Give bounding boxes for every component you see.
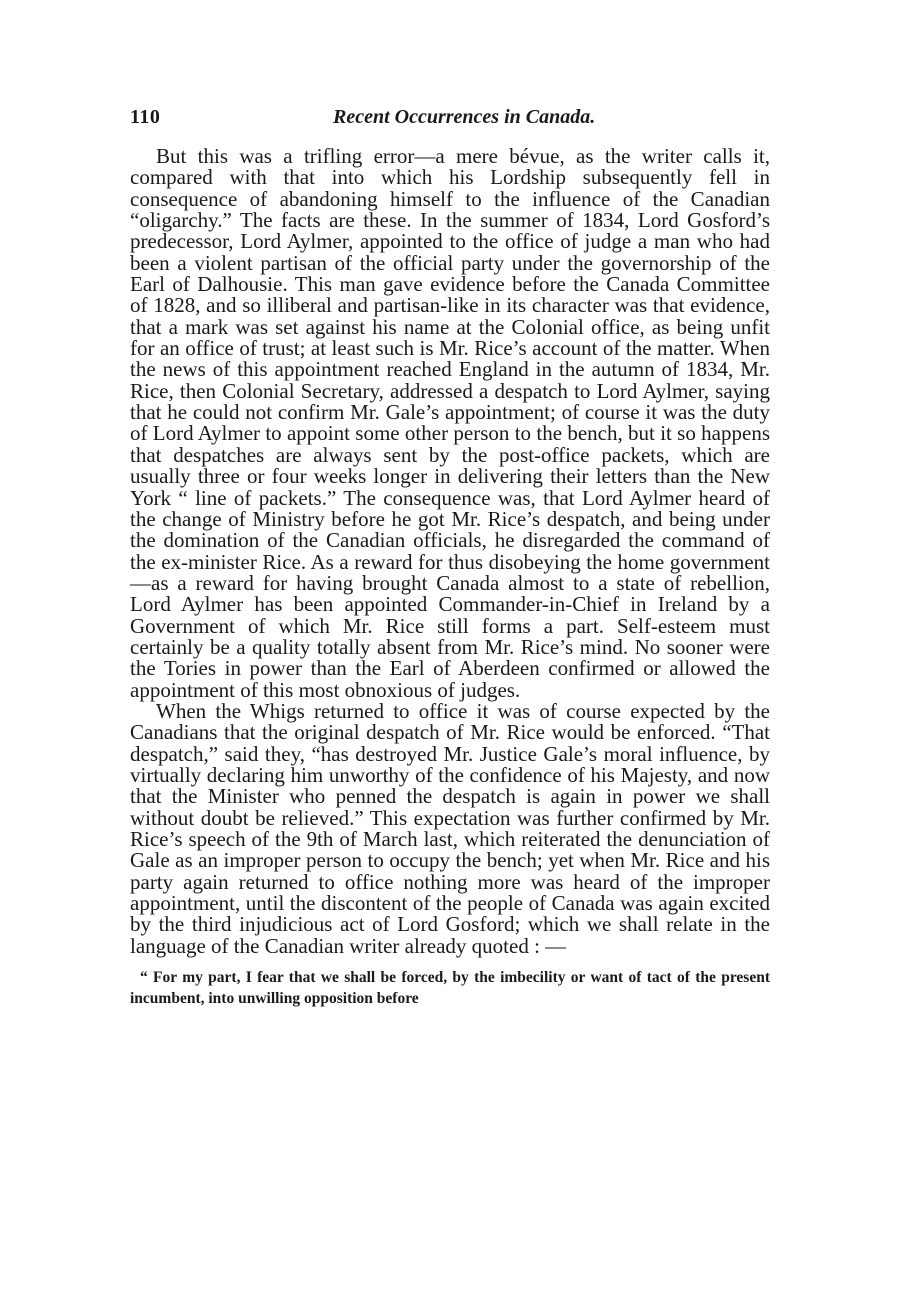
block-quote: “ For my part, I fear that we shall be forced, by the imbecility or want of tact of the present incumbent, into unwilling opposition before	[130, 969, 770, 1008]
page-body	[130, 146, 770, 1009]
paragraph-1: But this was a trifling error—a mere bévue, as the writer calls it, compared with that into which his Lordship subsequently fell in consequence of abandoning himself to the influence of the Canadian “oligarchy.” The facts are these. In the summer of 1834, Lord Gosford’s predecessor, Lord Aylmer, appointed to the office of judge a man who had been a violent partisan of the official party under the governorship of the Earl of Dalhousie. This man gave evidence before the Canada Committee of 1828, and so illiberal and partisan-like in its character was that evidence, that a mark was set against his name at the Colonial office, as being unfit for an office of trust; at least such is Mr. Rice’s account of the matter. When the news of this appointment reached England in the autumn of 1834, Mr. Rice, then Colonial Secretary, addressed a despatch to Lord Aylmer, saying that he could not confirm Mr. Gale’s appointment; of course it was the duty of Lord Aylmer to appoint some other person to the bench, but it so happens that despatches are always sent by the post-office packets, which are usually three or four weeks longer in delivering their letters than the New York “ line of packets.” The consequence was, that Lord Aylmer heard of the change of Ministry before he got Mr. Rice’s despatch, and being under the domination of the Canadian officials, he disregarded the command of the ex-minister Rice. As a reward for thus disobeying the home government—as a reward for having brought Canada almost to a state of rebellion, Lord Aylmer has been appointed Commander-in-Chief in Ireland by a Government of which Mr. Rice still forms a part. Self-esteem must certainly be a quality totally absent from Mr. Rice’s mind. No sooner were the Tories in power than the Earl of Aberdeen confirmed or allowed the appointment of this most obnoxious of judges.	[130, 144, 770, 702]
running-title: Recent Occurrences in Canada.	[333, 106, 596, 128]
page-header	[130, 106, 770, 134]
paragraph-2: When the Whigs returned to office it was of course expected by the Canadians that the original despatch of Mr. Rice would be enforced. “That despatch,” said they, “has destroyed Mr. Justice Gale’s moral influence, by virtually declaring him unworthy of the confidence of his Majesty, and now that the Minister who penned the despatch is again in power we shall without doubt be relieved.” This expectation was further confirmed by Mr. Rice’s speech of the 9th of March last, which reiterated the denunciation of Gale as an improper person to occupy the bench; yet when Mr. Rice and his party again returned to office nothing more was heard of the improper appointment, until the discontent of the people of Canada was again excited by the third injudicious act of Lord Gosford; which we shall relate in the language of the Canadian writer already quoted : —	[130, 698, 770, 958]
page-number: 110	[130, 106, 161, 128]
